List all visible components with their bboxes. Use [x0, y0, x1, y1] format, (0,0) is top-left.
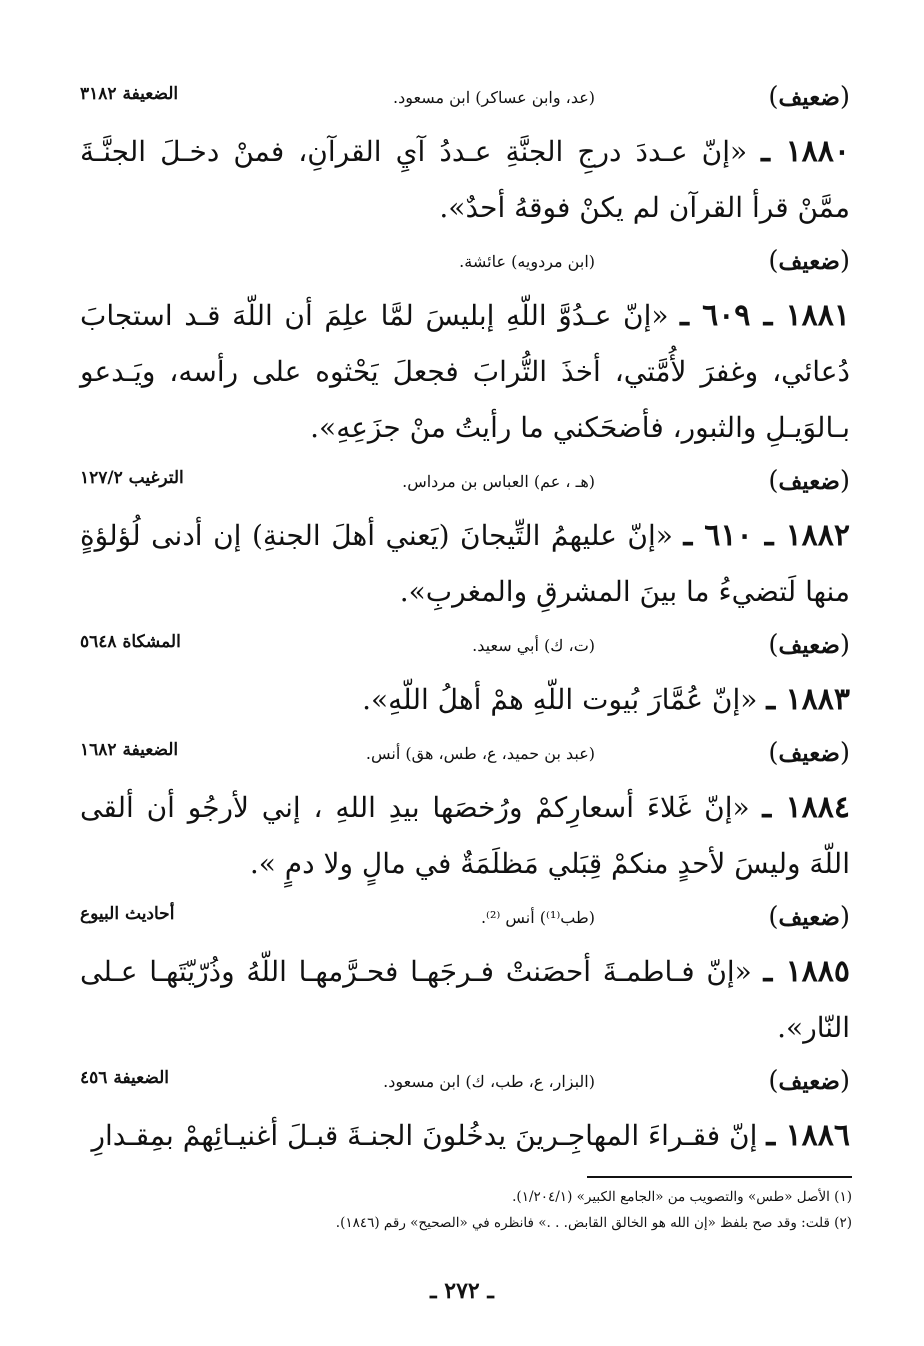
grade-label: (ضعيف) — [768, 630, 850, 660]
footnote-divider — [587, 1176, 852, 1178]
source-attribution: (ابن مردويه) عائشة. — [459, 252, 595, 271]
grade-row — [80, 244, 850, 284]
hadith-body: «إنّ غَلاءَ أسعارِكمْ ورُخصَها بيدِ اللهِ ، إني لأرجُو أن ألقى اللّهَ وليسَ لأحدٍ منكمْ قِبَلي مَظلَمَةٌ في مالٍ ولا دمٍ ». — [80, 791, 850, 880]
grade-label: (ضعيف) — [768, 466, 850, 496]
hadith-text — [80, 780, 850, 892]
footnote: (١) الأصل «طس» والتصويب من «الجامع الكبير» (١/٢٠٤/١). — [512, 1189, 852, 1205]
page-body — [80, 80, 850, 1172]
page-number: ـ ٢٧٢ ـ — [430, 1278, 494, 1304]
hadith-text — [80, 944, 850, 1056]
cross-reference: الضعيفة ١٦٨٢ — [80, 740, 179, 760]
grade-label: (ضعيف) — [768, 246, 850, 276]
hadith-number: ١٨٨٤ ـ — [762, 790, 850, 825]
cross-reference: الضعيفة ٣١٨٢ — [80, 84, 179, 104]
grade-row — [80, 464, 850, 504]
footnotes — [335, 1176, 852, 1236]
hadith-number: ١٨٨١ ـ ٦٠٩ ـ — [680, 298, 850, 333]
hadith-number: ١٨٨٢ ـ ٦١٠ ـ — [683, 518, 851, 553]
source-attribution: (طب⁽¹⁾) أنس ⁽²⁾. — [480, 908, 595, 927]
hadith-number: ١٨٨٠ ـ — [761, 134, 851, 169]
hadith-text — [80, 288, 850, 456]
cross-reference: المشكاة ٥٦٤٨ — [80, 632, 181, 652]
hadith-body: «إنّ فـاطمـةَ أحصَنتْ فـرجَهـا فحـرَّمهـا اللّهُ وذُرّيّتَهـا عـلى النّار». — [80, 955, 850, 1044]
grade-row — [80, 736, 850, 776]
hadith-body: «إنّ عـددَ درجِ الجنَّةِ عـددُ آيِ القرآنِ، فمنْ دخـلَ الجنَّـةَ ممَّنْ قرأ القرآن لم يكنْ فوقهُ أحدٌ». — [80, 135, 850, 224]
grade-row — [80, 80, 850, 120]
hadith-number: ١٨٨٣ ـ — [766, 682, 850, 717]
source-attribution: (ت، ك) أبي سعيد. — [472, 636, 595, 655]
grade-label: (ضعيف) — [768, 738, 850, 768]
source-attribution: (البزار، ع، طب، ك) ابن مسعود. — [383, 1072, 595, 1091]
cross-reference: الترغيب ١٢٧/٢ — [80, 468, 184, 488]
hadith-body: «إنّ عـدُوَّ اللّهِ إبليسَ لمَّا علِمَ أن اللّهَ قـد استجابَ دُعائي، وغفرَ لأُمَّتي، أخذَ التُّرابَ فجعلَ يَحْثوه على رأسه، ويَـدعو بـالوَيـلِ والثبور، فأضحَكني ما رأيتُ منْ جزَعِهِ». — [80, 299, 850, 444]
grade-row — [80, 900, 850, 940]
hadith-text — [80, 508, 850, 620]
footnote: (٢) قلت: وقد صح بلفظ «إن الله هو الخالق القابض. . .» فانظره في «الصحيح» رقم (١٨٤٦). — [335, 1215, 852, 1231]
grade-row — [80, 628, 850, 668]
hadith-number: ١٨٨٥ ـ — [763, 954, 851, 989]
cross-reference: الضعيفة ٤٥٦ — [80, 1068, 170, 1088]
hadith-body: «إنّ عليهمُ التِّيجانَ (يَعني أهلَ الجنةِ) إن أدنى لُؤلؤةٍ منها لَتضيءُ ما بينَ المشرقِ والمغربِ». — [80, 519, 850, 608]
hadith-body: «إنّ عُمَّارَ بُيوت اللّهِ همْ أهلُ اللّهِ». — [362, 683, 758, 716]
source-attribution: (عبد بن حميد، ع، طس، هق) أنس. — [365, 744, 595, 763]
hadith-body: إنّ فقـراءَ المهاجِـرينَ يدخُلونَ الجنـةَ قبـلَ أغنيـائِهمْ بمِقـدارِ — [91, 1119, 758, 1152]
hadith-number: ١٨٨٦ ـ — [766, 1118, 850, 1153]
source-attribution: (عد، وابن عساكر) ابن مسعود. — [393, 88, 595, 107]
grade-label: (ضعيف) — [768, 1066, 850, 1096]
hadith-text — [80, 124, 850, 236]
source-attribution: (هـ ، عم) العباس بن مرداس. — [402, 472, 595, 491]
cross-reference: أحاديث البيوع — [80, 904, 175, 924]
grade-label: (ضعيف) — [768, 902, 850, 932]
hadith-text — [80, 1108, 850, 1164]
grade-label: (ضعيف) — [768, 82, 850, 112]
grade-row — [80, 1064, 850, 1104]
hadith-text — [80, 672, 850, 728]
